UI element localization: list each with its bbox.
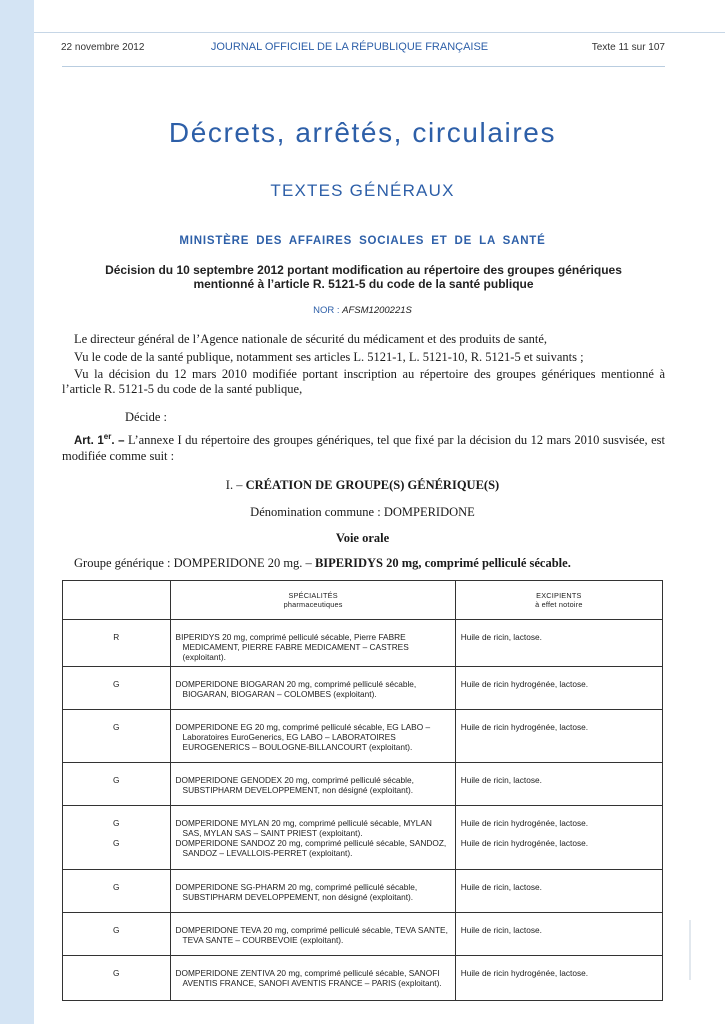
specialite-text: DOMPERIDONE GENODEX 20 mg, comprimé pelliculé sécable, SUBSTIPHARM DEVELOPPEMENT, non désigné (exploitant). bbox=[175, 775, 414, 795]
row-code: G bbox=[63, 870, 171, 913]
article-label-dash: . – bbox=[111, 434, 125, 447]
article-label-text: Art. 1 bbox=[74, 434, 104, 447]
row-code: G bbox=[63, 913, 171, 956]
code-spacer bbox=[64, 828, 169, 838]
voie-orale-heading: Voie orale bbox=[335, 531, 390, 545]
specialite-text: DOMPERIDONE BIOGARAN 20 mg, comprimé pelliculé sécable, BIOGARAN, BIOGARAN – COLOMBES (exploitant). bbox=[175, 679, 417, 699]
excipient-text: Huile de ricin hydrogénée, lactose. bbox=[460, 818, 589, 828]
article-label-sup: er bbox=[103, 432, 112, 441]
row-code: G bbox=[63, 763, 171, 806]
page-title: Décrets, arrêtés, circulaires bbox=[168, 117, 557, 148]
row-excipients: Huile de ricin, lactose. bbox=[455, 870, 662, 913]
table-row bbox=[63, 710, 663, 763]
specialites-table bbox=[62, 580, 663, 1001]
paragraph-directeur bbox=[62, 332, 665, 347]
table-header-row bbox=[63, 581, 663, 620]
row-code-item: G bbox=[113, 838, 120, 848]
table-row bbox=[63, 806, 663, 870]
header-rule bbox=[62, 66, 665, 67]
specialite-text: DOMPERIDONE MYLAN 20 mg, comprimé pelliculé sécable, MYLAN SAS, MYLAN SAS – SAINT PRIEST (exploitant). bbox=[175, 818, 432, 838]
decision-title-line-2: mentionné à l’article R. 5121-5 du code de la santé publique bbox=[193, 277, 534, 291]
section-title: TEXTES GÉNÉRAUX bbox=[270, 181, 455, 200]
table-row bbox=[63, 667, 663, 710]
specialite-text: BIPERIDYS 20 mg, comprimé pelliculé sécable, Pierre FABRE MEDICAMENT, PIERRE FABRE MEDICAMENT – CASTRES (exploitant). bbox=[175, 632, 409, 662]
specialite-text: DOMPERIDONE TEVA 20 mg, comprimé pelliculé sécable, TEVA SANTE, TEVA SANTE – COURBEVOIE (exploitant). bbox=[175, 925, 448, 945]
table-row bbox=[63, 620, 663, 667]
decision-title-line-1: Décision du 10 septembre 2012 portant modification au répertoire des groupes génériques bbox=[105, 263, 622, 277]
specialite-text: DOMPERIDONE ZENTIVA 20 mg, comprimé pelliculé sécable, SANOFI AVENTIS FRANCE, SANOFI AVENTIS FRANCE – PARIS (exploitant). bbox=[175, 968, 442, 988]
row-code: R bbox=[63, 620, 171, 667]
header-texte-number: Texte 11 sur 107 bbox=[591, 42, 665, 53]
ministry-title: MINISTÈRE DES AFFAIRES SOCIALES ET DE LA SANTÉ bbox=[179, 235, 546, 247]
specialite-text: DOMPERIDONE SANDOZ 20 mg, comprimé pelliculé sécable, SANDOZ, SANDOZ – LEVALLOIS-PERRET (exploitant). bbox=[175, 838, 447, 858]
paragraph-vu-decision bbox=[62, 367, 665, 397]
groupe-generique bbox=[74, 556, 571, 571]
row-code-item: G bbox=[113, 818, 120, 828]
decide-label: Décide : bbox=[125, 410, 167, 424]
article-text: L’annexe I du répertoire des groupes génériques, tel que fixé par la décision du 12 mars 2010 susvisée, est modifiée comme suit : bbox=[62, 432, 665, 463]
article-1-text-block bbox=[62, 429, 665, 464]
paragraph-text: Vu la décision du 12 mars 2010 modifiée portant inscription au répertoire des groupes génériques mentionné à l’article R. 5121-5 du code de la santé publique, bbox=[62, 367, 665, 396]
row-excipients: Huile de ricin hydrogénée, lactose. bbox=[455, 956, 662, 1001]
paragraph-vu-code bbox=[62, 350, 665, 365]
header-journal-title: JOURNAL OFFICIEL DE LA RÉPUBLIQUE FRANÇAISE bbox=[210, 41, 489, 53]
excipient-text: Huile de ricin hydrogénée, lactose. bbox=[460, 838, 589, 848]
paragraph-text: Vu le code de la santé publique, notamment ses articles L. 5121-1, L. 5121-10, R. 5121-5 et suivants ; bbox=[74, 350, 584, 364]
page-edge-mark bbox=[689, 920, 691, 980]
specialite-text: DOMPERIDONE SG-PHARM 20 mg, comprimé pelliculé sécable, SUBSTIPHARM DEVELOPPEMENT, non désigné (exploitant). bbox=[175, 882, 418, 902]
row-excipients: Huile de ricin hydrogénée, lactose. bbox=[455, 667, 662, 710]
header-excipients-sublabel: à effet notoire bbox=[535, 600, 583, 609]
header-excipients-label: EXCIPIENTS bbox=[536, 591, 582, 600]
header-date: 22 novembre 2012 bbox=[61, 42, 145, 53]
row-excipients: Huile de ricin, lactose. bbox=[455, 620, 662, 667]
row-code: G bbox=[63, 667, 171, 710]
article-label bbox=[74, 432, 125, 447]
row-specialite bbox=[170, 620, 455, 667]
creation-prefix: I. – bbox=[225, 478, 243, 492]
table-row bbox=[63, 870, 663, 913]
header-specialites-label: SPÉCIALITÉS bbox=[288, 591, 338, 600]
row-specialite bbox=[170, 870, 455, 913]
creation-title: CRÉATION DE GROUPE(S) GÉNÉRIQUE(S) bbox=[245, 478, 500, 492]
decision-title bbox=[62, 263, 665, 291]
row-specialite bbox=[170, 913, 455, 956]
row-specialite bbox=[170, 806, 455, 870]
row-code: G bbox=[63, 956, 171, 1001]
row-code: G bbox=[63, 710, 171, 763]
creation-heading bbox=[0, 478, 725, 493]
specialite-text: DOMPERIDONE EG 20 mg, comprimé pelliculé sécable, EG LABO – Laboratoires EuroGenerics, EG LABO – LABORATOIRES EUROGENERICS – BOULOGNE-BILLANCOURT (exploitant). bbox=[175, 722, 431, 752]
row-specialite bbox=[170, 667, 455, 710]
table-row bbox=[63, 763, 663, 806]
table-row bbox=[63, 956, 663, 1001]
table-header-code bbox=[63, 581, 171, 620]
nor-reference bbox=[0, 305, 725, 316]
groupe-prefix: Groupe générique : DOMPERIDONE 20 mg. – bbox=[74, 556, 312, 570]
row-specialite bbox=[170, 956, 455, 1001]
table-header-excipients bbox=[455, 581, 662, 620]
row-excipients bbox=[455, 806, 662, 870]
row-specialite bbox=[170, 710, 455, 763]
excipient-spacer bbox=[461, 828, 657, 838]
page-header bbox=[34, 42, 665, 62]
table-header-specialites bbox=[170, 581, 455, 620]
row-specialite bbox=[170, 763, 455, 806]
groupe-reference-specialty: BIPERIDYS 20 mg, comprimé pelliculé sécable. bbox=[314, 556, 571, 570]
nor-code: AFSM1200221S bbox=[342, 305, 412, 316]
row-excipients: Huile de ricin, lactose. bbox=[455, 913, 662, 956]
table-row bbox=[63, 913, 663, 956]
denomination-commune: Dénomination commune : DOMPERIDONE bbox=[250, 505, 475, 519]
header-specialites-sublabel: pharmaceutiques bbox=[283, 600, 343, 609]
row-code bbox=[63, 806, 171, 870]
row-excipients: Huile de ricin, lactose. bbox=[455, 763, 662, 806]
paragraph-text: Le directeur général de l’Agence nationale de sécurité du médicament et des produits de santé, bbox=[74, 332, 548, 346]
top-rule bbox=[34, 32, 725, 33]
nor-label: NOR : bbox=[313, 305, 340, 316]
article-1 bbox=[62, 429, 665, 464]
row-excipients: Huile de ricin hydrogénée, lactose. bbox=[455, 710, 662, 763]
